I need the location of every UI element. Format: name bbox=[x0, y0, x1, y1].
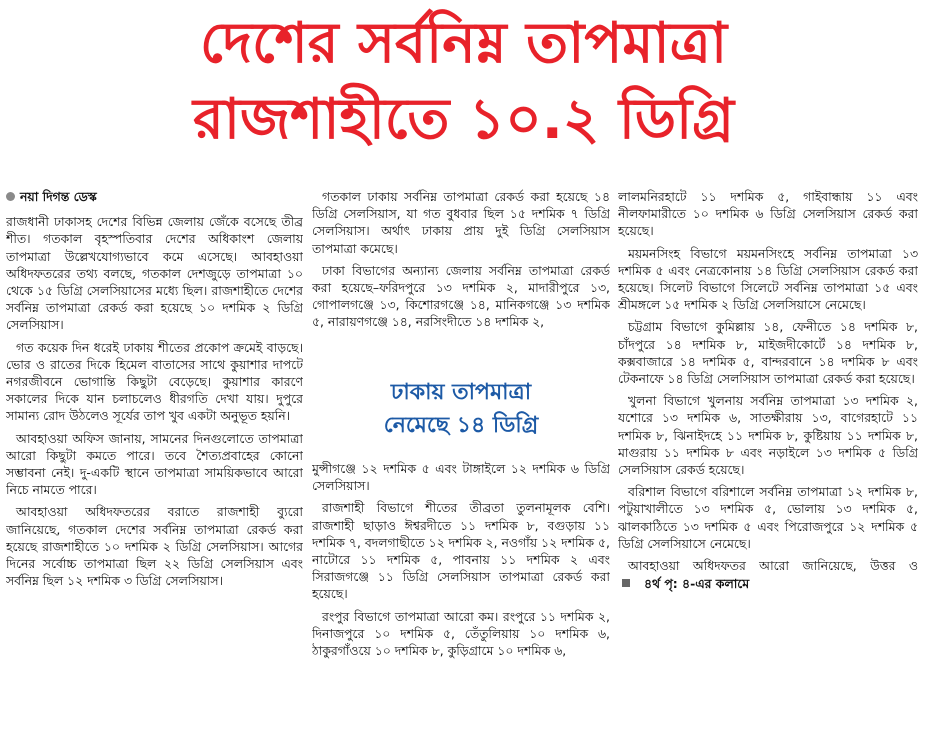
subheadline-line-1: ঢাকায় তাপমাত্রা bbox=[390, 380, 532, 405]
subheadline bbox=[312, 376, 610, 442]
jump-reference bbox=[618, 575, 749, 592]
paragraph: আবহাওয়া অফিস জানায়, সামনের দিনগুলোতে তাপমাত্রা আরো কিছুটা কমতে পারে। তবে শৈত্যপ্রবাহের কোনো সম্ভাবনা নেই। দু-একটি স্থানে তাপমাত্রা সাময়িকভাবে আরো নিচে নামতে পারে। bbox=[6, 430, 303, 498]
headline-line-1: দেশের সর্বনিম্ন তাপমাত্রা bbox=[199, 11, 728, 76]
article-column-3 bbox=[618, 188, 918, 728]
paragraph: ঢাকা বিভাগের অন্যান্য জেলায় সর্বনিম্ন তাপমাত্রা রেকর্ড করা হয়েছে–ফরিদপুরে ১৩ দশমিক ২, মাদারীপুরে ১৩, গোপালগঞ্জে ১৩, কিশোরগঞ্জে ১৪, মানিকগঞ্জে ১৩ দশমিক ৫, নারায়ণগঞ্জে ১৪, নরসিংদীতে ১৪ দশমিক ২, bbox=[312, 262, 610, 330]
square-bullet-icon bbox=[622, 579, 630, 587]
article-column-1 bbox=[6, 188, 303, 728]
headline bbox=[0, 6, 927, 158]
jump-text: ৪র্থ পৃ: ৪-এর কলামে bbox=[644, 575, 750, 591]
paragraph: রংপুর বিভাগে তাপমাত্রা আরো কম। রংপুরে ১১ দশমিক ২, দিনাজপুরে ১০ দশমিক ৫, তেঁতুলিয়ায় ১০ দশমিক ৬, ঠাকুরগাঁওয়ে ১০ দশমিক ৮, কুড়িগ্রামে ১০ দশমিক ৬, bbox=[312, 608, 610, 659]
paragraph: বরিশাল বিভাগে বরিশালে সর্বনিম্ন তাপমাত্রা ১২ দশমিক ৮, পটুয়াখালীতে ১৩ দশমিক ৫, ভোলায় ১৩ দশমিক ৫, ঝালকাঠিতে ১৩ দশমিক ৫ এবং পিরোজপুরে ১২ দশমিক ৫ ডিগ্রি সেলসিয়াসে নেমেছে। bbox=[618, 484, 918, 551]
byline-text: নয়া দিগন্ত ডেস্ক bbox=[20, 189, 97, 204]
headline-line-2: রাজশাহীতে ১০.২ ডিগ্রি bbox=[192, 87, 735, 152]
subheadline-line-2: নেমেছে ১৪ ডিগ্রি bbox=[383, 413, 539, 438]
paragraph: রাজধানী ঢাকাসহ দেশের বিভিন্ন জেলায় জেঁকে বসেছে তীব্র শীত। গতকাল বৃহস্পতিবার দেশের অধিকাংশ জেলায় তাপমাত্রা উল্লেখযোগ্যভাবে কমে এসেছে। আবহাওয়া অধিদফতরের তথ্য বলছে, গতকাল দেশজুড়ে তাপমাত্রা ১০ থেকে ১৫ ডিগ্রি সেলসিয়াসের মধ্যে ছিল। রাজশাহীতে দেশের সর্বনিম্ন তাপমাত্রা রেকর্ড করা হয়েছে ১০ দশমিক ২ ডিগ্রি সেলসিয়াস। bbox=[6, 214, 303, 333]
bullet-dot-icon bbox=[6, 192, 15, 201]
paragraph-text: আবহাওয়া অধিদফতর আরো জানিয়েছে, উত্তর ও bbox=[628, 558, 918, 574]
article-column-2-bottom bbox=[312, 460, 610, 728]
paragraph: খুলনা বিভাগে খুলনায় সর্বনিম্ন তাপমাত্রা ১৩ দশমিক ২, যশোরে ১৩ দশমিক ৬, সাতক্ষীরায় ১৩, বাগেরহাটে ১১ দশমিক ৮, ঝিনাইদহে ১১ দশমিক ৮, কুষ্টিয়ায় ১১ দশমিক ৮, মাগুরায় ১১ দশমিক ৮ এবং নড়াইলে ১৩ দশমিক ৫ ডিগ্রি সেলসিয়াস রেকর্ড হয়েছে। bbox=[618, 393, 918, 478]
byline bbox=[6, 188, 303, 205]
article-column-2-top bbox=[312, 188, 610, 363]
paragraph: চট্টগ্রাম বিভাগে কুমিল্লায় ১৪, ফেনীতে ১৪ দশমিক ৮, চাঁদপুরে ১৪ দশমিক ৮, মাইজদীকোর্টে ১৪ দশমিক ৮, কক্সবাজারে ১৪ দশমিক ৫, বান্দরবানে ১৪ দশমিক ৮ এবং টেকনাফে ১৪ ডিগ্রি সেলসিয়াস তাপমাত্রা রেকর্ড করা হয়েছে। bbox=[618, 319, 918, 387]
paragraph-last bbox=[618, 557, 918, 592]
paragraph: রাজশাহী বিভাগে শীতের তীব্রতা তুলনামূলক বেশি। রাজশাহী ছাড়াও ঈশ্বরদীতে ১১ দশমিক ৮, বগুড়ায় ১১ দশমিক ৭, বদলগাছীতে ১২ দশমিক ২, নওগাঁয় ১২ দশমিক ৫, নাটোরে ১১ দশমিক ৫, পাবনায় ১১ দশমিক ২ এবং সিরাজগঞ্জে ১১ ডিগ্রি সেলসিয়াস তাপমাত্রা রেকর্ড করা হয়েছে। bbox=[312, 500, 610, 602]
paragraph: লালমনিরহাটে ১১ দশমিক ৫, গাইবান্ধায় ১১ এবং নীলফামারীতে ১০ দশমিক ৬ ডিগ্রি সেলসিয়াস রেকর্ড করা হয়েছে। bbox=[618, 189, 918, 239]
paragraph: গত কয়েক দিন ধরেই ঢাকায় শীতের প্রকোপ ক্রমেই বাড়ছে। ভোর ও রাতের দিকে হিমেল বাতাসের সাথে কুয়াশার দাপটে নগরজীবনে ভোগান্তি কিছুটা বেড়েছে। কুয়াশার কারণে সকালের দিকে যান চলাচলেও ধীরগতি দেখা যায়। দুপুরে সামান্য রোদ উঠলেও সূর্যের তাপ খুব একটা অনুভূত হয়নি। bbox=[6, 339, 303, 424]
paragraph: ময়মনসিংহ বিভাগে ময়মনসিংহে সর্বনিম্ন তাপমাত্রা ১৩ দশমিক ৫ এবং নেত্রকোনায় ১৪ ডিগ্রি সেলসিয়াস রেকর্ড করা হয়েছে। সিলেট বিভাগে সিলেটে সর্বনিম্ন তাপমাত্রা ১৫ এবং শ্রীমঙ্গলে ১৫ দশমিক ২ ডিগ্রি সেলসিয়াসে নেমেছে। bbox=[618, 245, 918, 313]
paragraph: গতকাল ঢাকায় সর্বনিম্ন তাপমাত্রা রেকর্ড করা হয়েছে ১৪ ডিগ্রি সেলসিয়াস, যা গত বুধবার ছিল ১৫ দশমিক ৭ ডিগ্রি সেলসিয়াস। অর্থাৎ ঢাকায় প্রায় দুই ডিগ্রি সেলসিয়াস তাপমাত্রা কমেছে। bbox=[312, 189, 610, 256]
paragraph: মুন্সীগঞ্জে ১২ দশমিক ৫ এবং টাঙ্গাইলে ১২ দশমিক ৬ ডিগ্রি সেলসিয়াস। bbox=[312, 461, 610, 494]
paragraph: আবহাওয়া অধিদফতরের বরাতে রাজশাহী ব্যুরো জানিয়েছে, গতকাল দেশের সর্বনিম্ন তাপমাত্রা রেকর্ড করা হয়েছে রাজশাহীতে ১০ দশমিক ২ ডিগ্রি সেলসিয়াস। আগের দিনের সর্বোচ্চ তাপমাত্রা ছিল ২২ ডিগ্রি সেলসিয়াস এবং সর্বনিম্ন ছিল ১২ দশমিক ৩ ডিগ্রি সেলসিয়াস। bbox=[6, 504, 303, 589]
